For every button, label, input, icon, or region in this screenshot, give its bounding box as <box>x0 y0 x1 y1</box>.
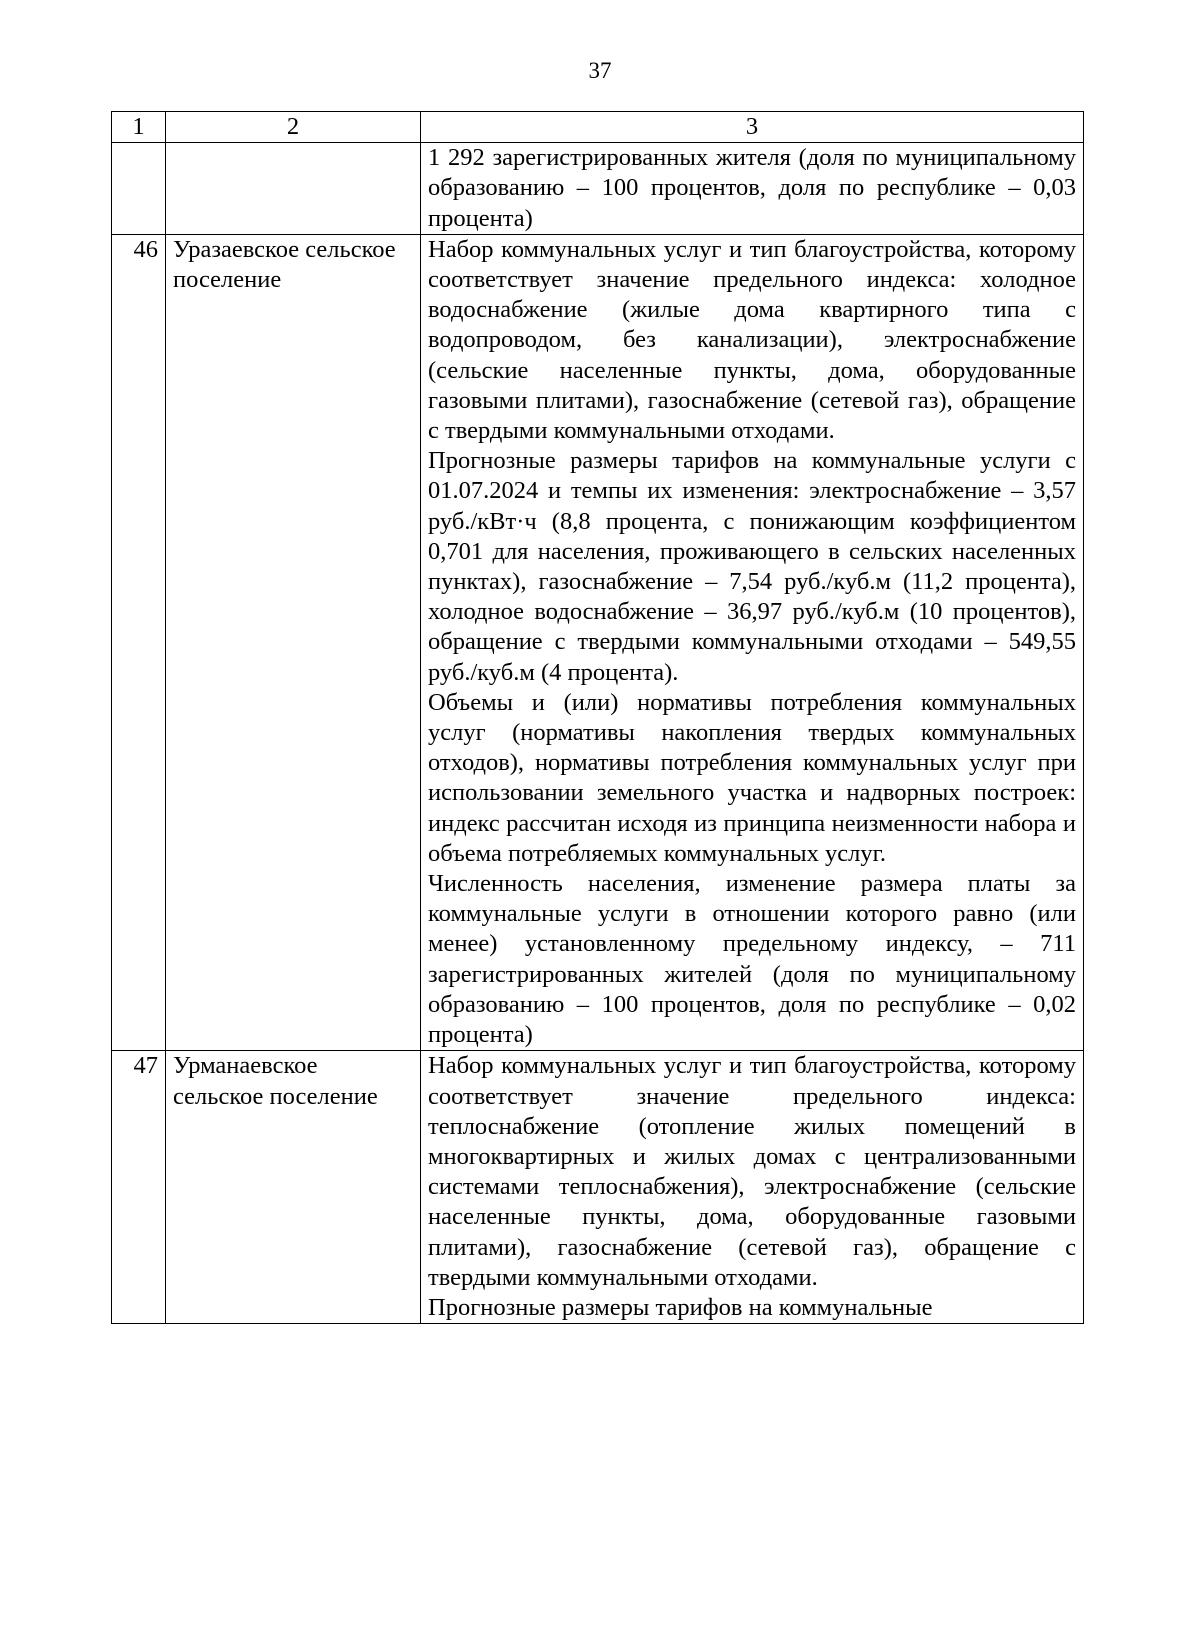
header-cell-2: 2 <box>166 112 421 143</box>
row-description <box>421 234 1084 1050</box>
settlement-name: Урманаевское сельское поселение <box>166 1051 421 1324</box>
paragraph: Прогнозные размеры тарифов на коммунальные услуги с 01.07.2024 и темпы их изменения: электроснабжение – 3,57 руб./кВт·ч (8,8 процента, с понижающим коэффициентом 0,701 для населения, проживающего в сельских населенных пунктах), газоснабжение – 7,54 руб./куб.м (11,2 процента), холодное водоснабжение – 36,97 руб./куб.м (10 процентов), обращение с твердыми коммунальными отходами – 549,55 руб./куб.м (4 процента). <box>428 447 1076 686</box>
row-number: 47 <box>112 1051 166 1324</box>
paragraph: Объемы и (или) нормативы потребления коммунальных услуг (нормативы накопления твердых коммунальных отходов), нормативы потребления коммунальных услуг при использовании земельного участка и надворных построек: индекс рассчитан исходя из принципа неизменности набора и объема потребляемых коммунальных услуг. <box>428 688 1076 867</box>
header-cell-3: 3 <box>421 112 1084 143</box>
row-description <box>421 1051 1084 1324</box>
row-description <box>421 143 1084 235</box>
row-number <box>112 143 166 235</box>
paragraph: Набор коммунальных услуг и тип благоустройства, которому соответствует значение предельного индекса: холодное водоснабжение (жилые дома квартирного типа с водопроводом, без канализации), электроснабжение (сельские населенные пункты, дома, оборудованные газовыми плитами), газоснабжение (сетевой газ), обращение с твердыми коммунальными отходами. <box>428 235 1076 445</box>
row-number: 46 <box>112 234 166 1050</box>
paragraph: Прогнозные размеры тарифов на коммунальные <box>428 1293 933 1321</box>
table-row-47 <box>112 1051 1084 1324</box>
paragraph: Набор коммунальных услуг и тип благоустройства, которому соответствует значение предельного индекса: теплоснабжение (отопление жилых помещений в многоквартирных и жилых домах с централизованными системами теплоснабжения), электроснабжение (сельские населенные пункты, дома, оборудованные газовыми плитами), газоснабжение (сетевой газ), обращение с твердыми коммунальными отходами. <box>428 1052 1076 1291</box>
paragraph: 1 292 зарегистрированных жителя (доля по муниципальному образованию – 100 процентов, доля по республике – 0,03 процента) <box>428 144 1076 232</box>
table-header-row <box>112 112 1084 143</box>
paragraph: Численность населения, изменение размера платы за коммунальные услуги в отношении которого равно (или менее) установленному предельному индексу, – 711 зарегистрированных жителей (доля по муниципальному образованию – 100 процентов, доля по республике – 0,02 процента) <box>428 870 1076 1049</box>
page-number: 37 <box>588 58 612 83</box>
table-row-46 <box>112 234 1084 1050</box>
settlement-name: Уразаевское сельское поселение <box>166 234 421 1050</box>
header-cell-1: 1 <box>112 112 166 143</box>
tariff-table <box>111 111 1084 1324</box>
settlement-name <box>166 143 421 235</box>
table-row-continuation <box>112 143 1084 235</box>
